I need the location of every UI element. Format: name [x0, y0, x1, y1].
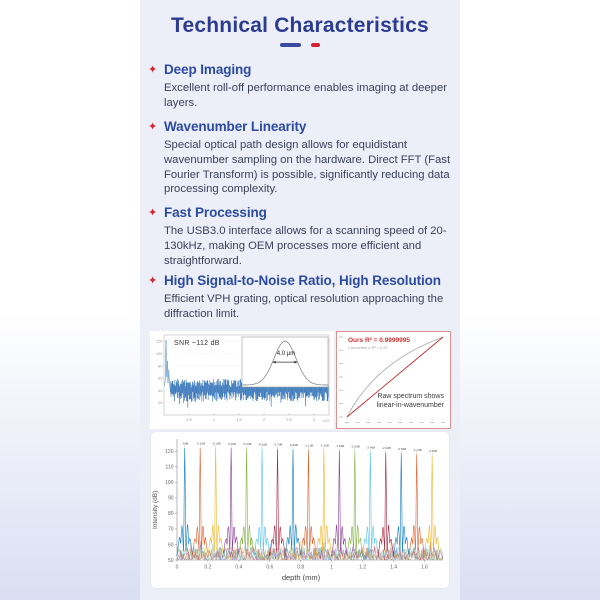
- svg-text:-4.9dB: -4.9dB: [428, 449, 438, 454]
- svg-text:1.5: 1.5: [236, 417, 242, 422]
- underline-red-dash: [311, 43, 320, 47]
- svg-text:0.8: 0.8: [297, 564, 305, 571]
- svg-text:60: 60: [167, 542, 174, 549]
- svg-text:1.6: 1.6: [420, 564, 428, 571]
- svg-text:-3.5dB: -3.5dB: [397, 446, 407, 451]
- svg-text:-0.1dB: -0.1dB: [211, 441, 221, 446]
- linearity-chart-plot: [337, 332, 450, 428]
- linearity-chart: [336, 331, 451, 429]
- svg-text:-0.2dB: -0.2dB: [227, 441, 237, 446]
- svg-text:-2.4dB: -2.4dB: [366, 445, 376, 450]
- svg-text:-1.1dB: -1.1dB: [304, 443, 314, 448]
- section-body: Efficient VPH grating, optical resolution approaching the diffraction limit.: [164, 293, 444, 320]
- svg-text:80: 80: [167, 511, 174, 518]
- section-heading: Deep Imaging: [164, 62, 252, 77]
- section-heading: Wavenumber Linearity: [164, 119, 307, 134]
- snr-chart-plot: [150, 331, 334, 429]
- underline-blue-dash: [280, 43, 301, 47]
- svg-text:×10⁴: ×10⁴: [322, 419, 330, 423]
- svg-text:2: 2: [262, 417, 266, 422]
- ours-r2-label: Ours R² = 0.9999995: [348, 337, 410, 344]
- svg-text:60: 60: [158, 375, 163, 381]
- star-bullet-icon: ✦: [148, 64, 158, 76]
- svg-text:120: 120: [165, 449, 174, 456]
- section-high-snr-resolution: [140, 273, 460, 322]
- svg-text:80: 80: [158, 363, 163, 369]
- svg-text:-1.6dB: -1.6dB: [335, 444, 345, 449]
- rolloff-x-axis-label: depth (mm): [281, 573, 321, 582]
- svg-text:-0.1dB: -0.1dB: [196, 441, 206, 446]
- svg-text:110: 110: [165, 464, 174, 471]
- svg-text:-0.7dB: -0.7dB: [273, 442, 283, 447]
- svg-text:-0.5dB: -0.5dB: [258, 442, 267, 447]
- svg-text:40: 40: [158, 387, 163, 393]
- svg-text:0.4: 0.4: [235, 564, 243, 571]
- section-heading: High Signal-to-Noise Ratio, High Resolution: [164, 273, 441, 288]
- svg-text:0: 0: [175, 564, 179, 571]
- svg-text:1.4: 1.4: [390, 564, 397, 571]
- svg-text:1: 1: [330, 564, 334, 571]
- svg-text:-2.9dB: -2.9dB: [381, 446, 391, 451]
- star-bullet-icon: ✦: [148, 121, 158, 133]
- svg-text:3: 3: [312, 417, 316, 422]
- svg-text:2.5: 2.5: [286, 417, 292, 422]
- page-title: Technical Characteristics: [171, 14, 429, 37]
- title-underline: [140, 43, 460, 47]
- svg-text:-1.3dB: -1.3dB: [319, 443, 329, 448]
- svg-text:0.2: 0.2: [204, 564, 212, 571]
- star-bullet-icon: ✦: [148, 275, 158, 287]
- section-body: The USB3.0 interface allows for a scanning speed of 20-130kHz, making OEM processes more efficient and straightforward.: [164, 225, 447, 267]
- svg-text:-0.3dB: -0.3dB: [242, 442, 252, 447]
- rolloff-chart-plot: [151, 432, 449, 588]
- rolloff-chart: [150, 431, 450, 589]
- svg-text:-2.0dB: -2.0dB: [350, 444, 360, 449]
- svg-text:100: 100: [155, 350, 163, 356]
- svg-text:120: 120: [155, 338, 163, 344]
- star-bullet-icon: ✦: [148, 207, 158, 219]
- section-heading: Fast Processing: [164, 205, 267, 220]
- svg-text:-4.2dB: -4.2dB: [412, 448, 422, 453]
- section-wavenumber-linearity: [140, 119, 460, 197]
- resolution-inset-label: 4.0 μm: [276, 351, 296, 357]
- section-fast-processing: [140, 205, 460, 268]
- svg-text:1.2: 1.2: [359, 564, 367, 571]
- competitor-r2-label: Competitor's R² = 0.97: [348, 345, 389, 350]
- svg-text:0.6: 0.6: [266, 564, 274, 571]
- section-body: Special optical path design allows for equidistant wavenumber sampling on the hardware. Direct FFT (Fast Fourier Transform) is possible, significantly reducing data processing complexity.: [164, 139, 451, 196]
- svg-text:1: 1: [212, 417, 216, 422]
- svg-text:70: 70: [167, 526, 174, 533]
- svg-text:-0dB: -0dB: [182, 441, 189, 446]
- section-deep-imaging: [140, 62, 460, 111]
- rolloff-y-axis-label: Intensity (dB): [152, 490, 159, 530]
- linearity-caption: Raw spectrum shows linear-in-wavenumber: [376, 393, 444, 409]
- svg-text:0.5: 0.5: [186, 417, 192, 422]
- svg-text:-0.9dB: -0.9dB: [289, 442, 298, 447]
- svg-text:50: 50: [167, 557, 174, 564]
- svg-text:100: 100: [165, 480, 174, 487]
- content-panel: [140, 0, 460, 600]
- snr-chart: [150, 331, 334, 429]
- snr-annotation: SNR ~112 dB: [174, 340, 220, 347]
- svg-text:90: 90: [167, 495, 174, 502]
- section-body: Excellent roll-off performance enables imaging at deeper layers.: [164, 82, 448, 109]
- svg-text:20: 20: [158, 400, 163, 406]
